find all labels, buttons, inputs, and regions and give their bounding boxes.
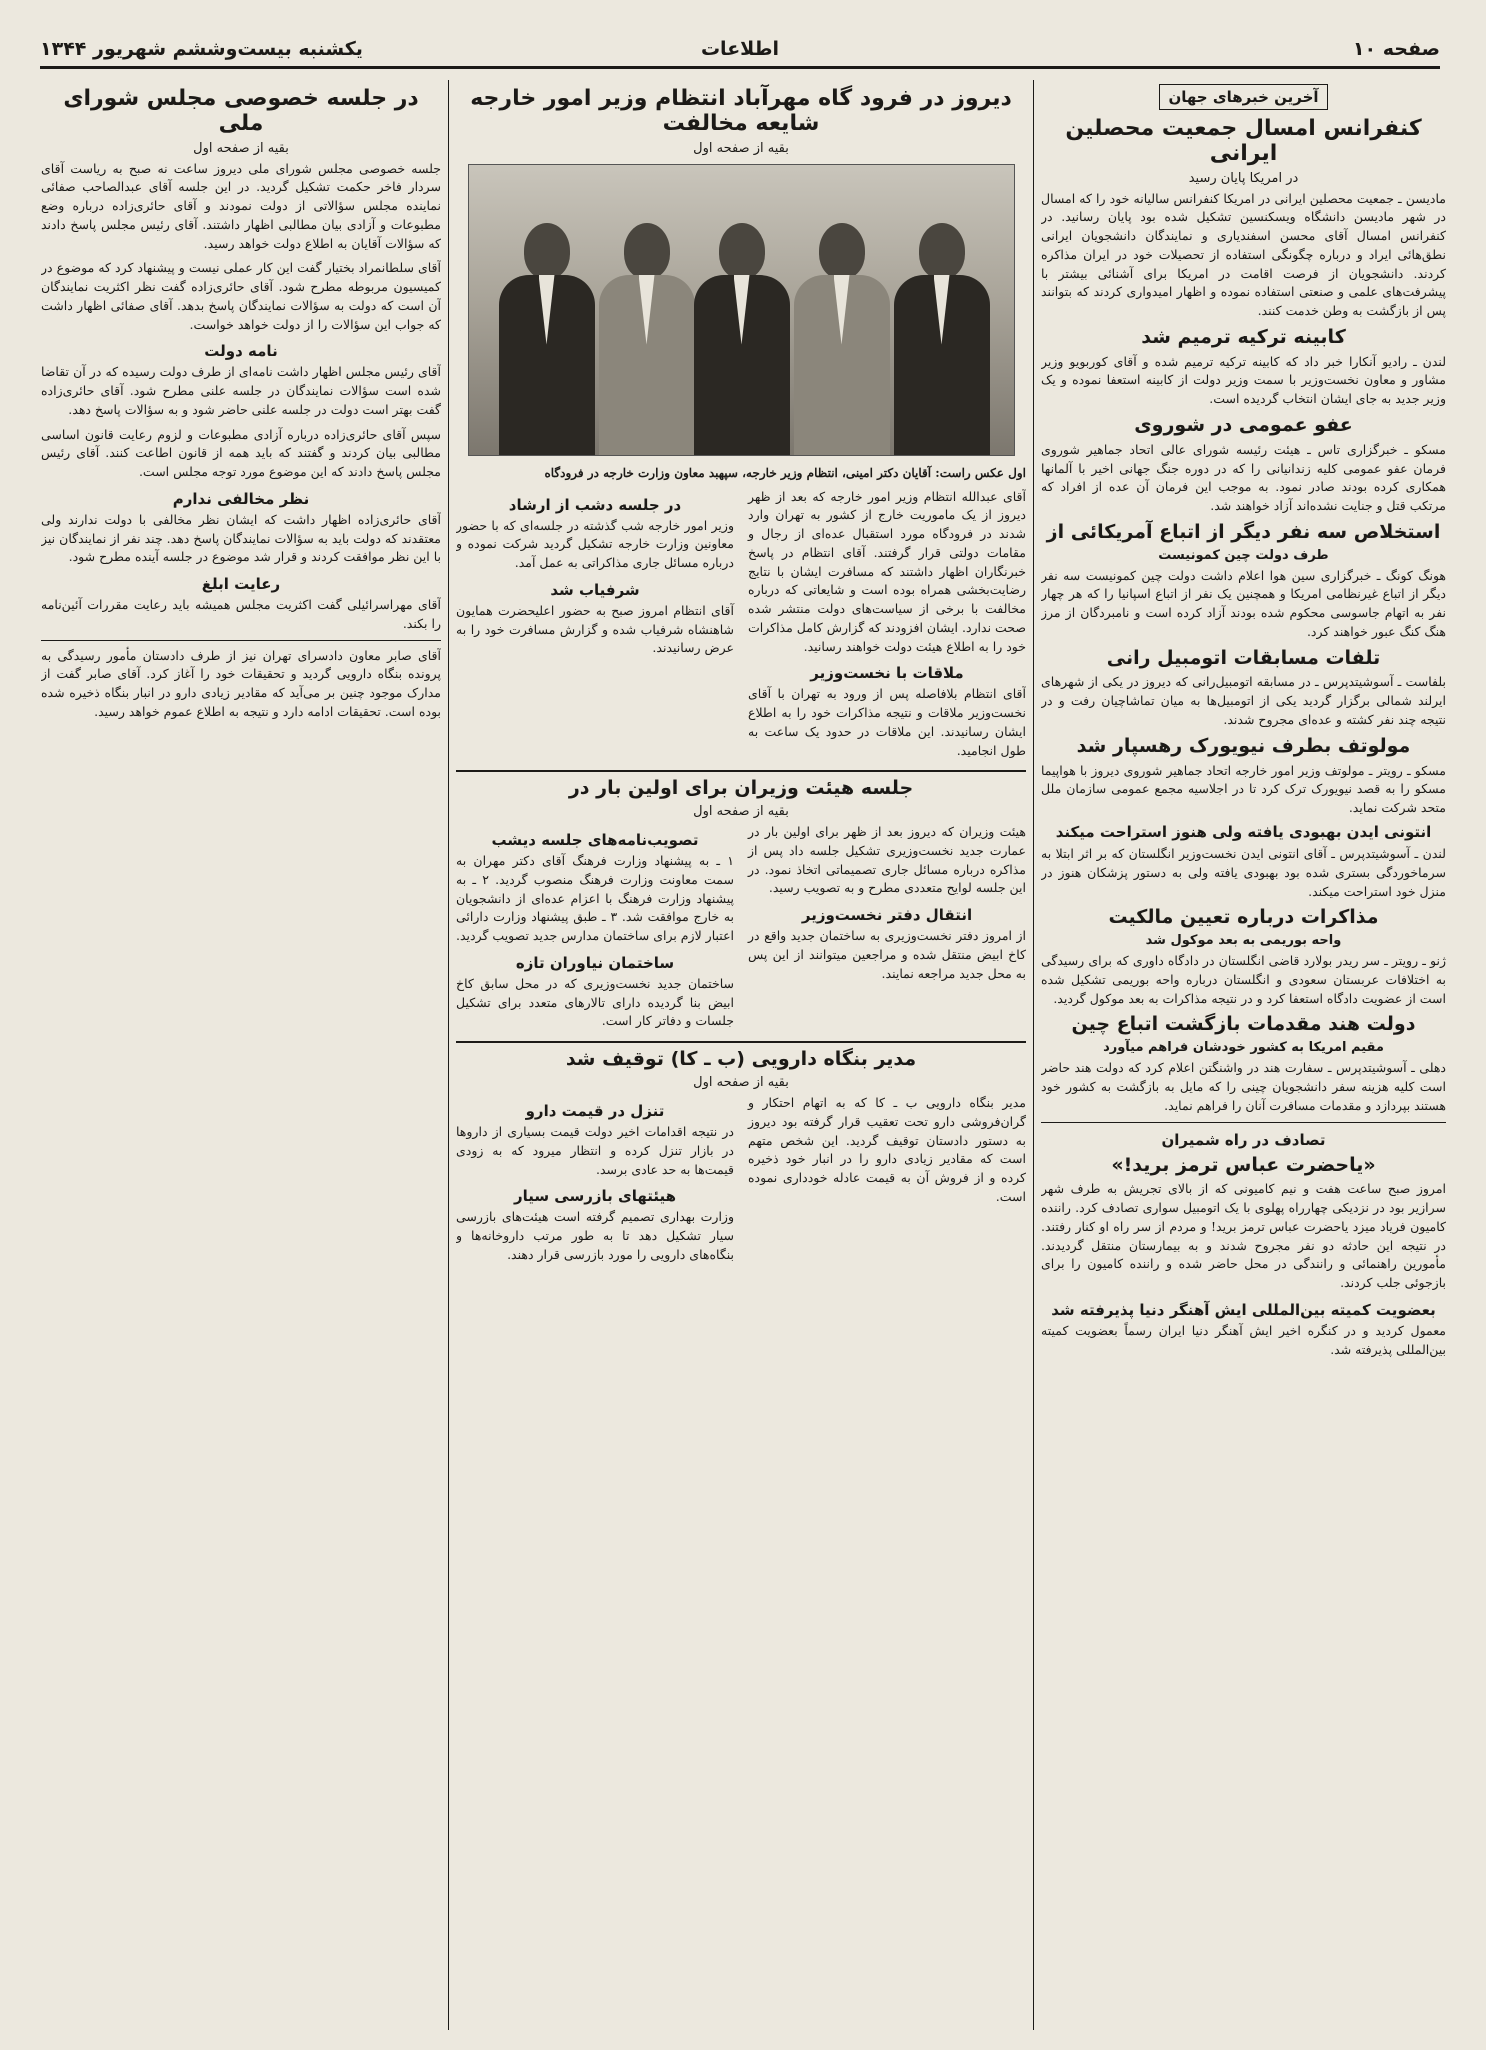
article-body: لندن ـ رادیو آنکارا خبر داد که کابینه ترکیه ترمیم شده و آقای کوربویو وزیر مشاور و معاون نخست‌وزیر با سمت وزیر دولت از کابینه استعفا نموده و یک وزیر جدید به جای ایشان انتخاب گردیده است. [1041,353,1446,407]
subhead-inspection: هیئتهای بازرسی سیار [513,1187,677,1206]
page-number: صفحه ۱۰ [1352,38,1440,60]
headline-pharma-arrest: مدیر بنگاه دارویی (ب ـ کا) توقیف شد [565,1048,917,1071]
continued-note: بقیه از صفحه اول [693,1075,789,1091]
headline-soviet-amnesty: عفو عمومی در شوروی [1134,413,1353,436]
world-news-column [1041,80,1446,2030]
subhead-approvals: تصویب‌نامه‌های جلسه دیشب [491,831,699,850]
subhead: طرف دولت چین کمونیست [1158,547,1329,563]
news-photo [468,164,1015,456]
article-body: جلسه خصوصی مجلس شورای ملی دیروز ساعت نه صبح به ریاست آقای سردار فاخر حکمت تشکیل گردید. در این جلسه آقای عبدالصاحب صفائی نماینده مجلس سؤالاتی از دولت نمودند و آقای حائری‌زاده درباره وضع مطبوعات و آزادی بیان مطالبی اظهار داشتند. آقای رئیس مجلس پاسخ دادند که سؤالات آقایان به اطلاع دولت خواهد رسید. [41,160,441,251]
article-body: آقای انتظام امروز صبح به حضور اعلیحضرت همایون شاهنشاه شرفیاب شده و گزارش مسافرت خود را به عرض رسانیدند. [456,602,734,656]
photo-figure [499,223,595,455]
photo-figure [694,223,790,455]
article-body: ساختمان جدید نخست‌وزیری که در محل سابق کاخ ابیض بنا گردیده دارای تالارهای متعدد برای تشکیل جلسات و دفاتر کار است. [456,975,734,1029]
article-body: امروز صبح ساعت هفت و نیم کامیونی که از بالای تجریش به طرف شهر سرازیر بود در نزدیکی چهارراه پهلوی با یک اتومبیل سواری تصادف کرد. راننده کامیون فریاد میزد یاحضرت عباس ترمز برید! و مردم از سر راه او کنار رفتند. در نتیجه این حادثه دو نفر مجروح شدند و به بیمارستان منتقل گردیدند. مأمورین راهنمائی و رانندگی در محل حاضر شده و راننده کامیون را برای بازجوئی جلب کردند. [1041,1181,1446,1291]
accident-title: تصادف در راه شمیران [1161,1130,1326,1149]
world-news-box-title: آخرین خبرهای جهان [1159,84,1327,110]
article-body: سپس آقای حائری‌زاده درباره آزادی مطبوعات و لزوم رعایت قانون اساسی مطالبی بیان کردند و گفتند که باید همه از قانون اطاعت کنند. آقای رئیس مجلس پاسخ دادند که این موضوع مورد توجه مجلس است. [41,426,441,480]
photo-caption: اول عکس راست: آقایان دکتر امینی، انتظام وزیر خارجه، سپهبد معاون وزارت خارجه در فرودگاه [544,465,1026,480]
article-body: آقای صابر معاون دادسرای تهران نیز از طرف دادستان مأمور رسیدگی به پرونده بنگاه دارویی گردید و تحقیقات خود را آغاز کرد. آقای صابر گفت از مدارک موجود چنین بر می‌آید که مقادیر زیادی دارو در انبار بنگاه ذخیره شده بوده است. تحقیقات ادامه دارد و نتیجه به اطلاع عموم خواهد رسید. [41,647,441,719]
subhead: مقیم امریکا به کشور خودشان فراهم میآورد [1103,1040,1384,1056]
subhead-building: ساختمان نیاوران تازه [515,953,675,972]
column-rule [448,80,449,2030]
main-headline: دیروز در فرود گاه مهرآباد انتظام وزیر امور خارجه شایعه مخالفت [470,86,1012,137]
article-body: مدیر بنگاه دارویی ب ـ کا که به اتهام احتکار و گران‌فروشی دارو تحت تعقیب قرار گرفته بود دیروز به دستور دادستان توقیف گردید. این شخص متهم است که مقادیر زیادی دارو را در انبار خود ذخیره کرده و از فروش آن به قیمت عادله خودداری نموده است. [748,1095,1026,1204]
article-body: از امروز دفتر نخست‌وزیری به ساختمان جدید واقع در کاخ ابیض منتقل شده و مراجعین میتوانند از این پس به محل جدید مراجعه نمایند. [748,928,1026,981]
paper-name: اطلاعات [700,38,780,60]
article-body: مسکو ـ رویتر ـ مولوتف وزیر امور خارجه اتحاد جماهیر شوروی دیروز با هواپیما مسکو را به قصد نیویورک ترک کرد تا در اجلاسیه مجمع عمومی سازمان ملل متحد شرکت نماید. [1041,762,1446,816]
article-body: مسکو ـ خبرگزاری تاس ـ هیئت رئیسه شورای عالی اتحاد جماهیر شوروی فرمان عفو عمومی کلیه زندانیانی را که در دوره جنگ جهانی اخیر با آلمانها همکاری کرده بودند صادر نمود. به موجب این فرمان آن عده از افراد که مرتکب قتل و جنایت نشده‌اند آزاد خواهند شد. [1041,441,1446,514]
continued-note: بقیه از صفحه اول [693,140,789,156]
article-body: ۱ ـ به پیشنهاد وزارت فرهنگ آقای دکتر مهران به سمت معاونت وزارت فرهنگ منصوب گردید. ۲ ـ به پیشنهاد وزارت فرهنگ با اعزام عده‌ای از دانشجویان به خارج موافقت شد. ۳ ـ طبق پیشنهاد وزارت دارائی اعتبار لازم برای ساختمان مدارس جدید تصویب گردید. [456,853,735,944]
headline-car-race: تلفات مسابقات اتومبیل رانی [1106,646,1381,669]
masthead [40,32,1440,69]
headline-parliament: در جلسه خصوصی مجلس شورای ملی [63,86,419,137]
main-story-column [456,80,1026,2030]
article-body: آقای سلطانمراد بختیار گفت این کار عملی نیست و پیشنهاد کرد که موضوع در کمیسیون مربوطه مطرح شود. آقای حائری‌زاده گفت نظر اکثریت نمایندگان آن است که دولت به سؤالات نمایندگان پاسخ بدهد. آقای صفائی اظهار داشت که جواب این سؤالات را از دولت خواهد خواست. [41,260,441,332]
headline-eden: انتونی ایدن بهبودی یافته ولی هنوز استراحت میکند [1055,822,1432,841]
continued-note: بقیه از صفحه اول [693,804,789,820]
headline-buraimi: مذاکرات درباره تعیین مالکیت [1108,906,1379,929]
headline-turkey-cabinet: کابینه ترکیه ترمیم شد [1141,325,1346,348]
subhead: در امریکا پایان رسید [1188,170,1299,186]
subhead: واحه بوریمی به بعد موکول شد [1145,933,1342,949]
article-body: آقای انتظام بلافاصله پس از ورود به تهران با آقای نخست‌وزیر ملاقات و نتیجه مذاکرات خود را به اطلاع ایشان رسانیدند. این ملاقات در حدود یک ساعت به طول انجامید. [748,686,1026,758]
column-rule [1033,80,1034,2030]
article-body: وزیر امور خارجه شب گذشته در جلسه‌ای که با حضور معاونین وزارت خارجه تشکیل گردید شرکت نموده و درباره مسائل جاری مذاکراتی به عمل آمد. [456,517,734,571]
article-body: ژنو ـ رویتر ـ سر ریدر بولارد قاضی انگلستان در دادگاه داوری که برای رسیدگی به اختلافات عربستان سعودی و انگلستان درباره واحه بوریمی تشکیل شده است از عضویت دادگاه استعفا کرد و در نتیجه مذاکرات به بعد موکول گردید. [1041,953,1446,1006]
continued-note: بقیه از صفحه اول [193,140,289,156]
headline-cabinet-session: جلسه هیئت وزیران برای اولین بار در [568,777,914,800]
subhead-government-letter: نامه دولت [204,342,278,361]
subhead-office: انتقال دفتر نخست‌وزیر [801,906,973,925]
subhead-session: در جلسه دشب از ارشاد [508,495,682,514]
subhead-no-objection: نظر مخالفی ندارم [172,489,310,508]
article-body: آقای حائری‌زاده اظهار داشت که ایشان نظر مخالفی با دولت ندارند ولی معتقدند که دولت باید به سؤالات نمایندگان پاسخ دهد. چند نفر از نمایندگان نیز با این نظر موافقت کردند و قرار شد موضوع در جلسه آینده مطرح شود. [41,511,441,565]
headline-molotov: مولوتف بطرف نیویورک رهسپار شد [1076,734,1411,757]
article-body: معمول کردید و در کنگره اخیر ایش آهنگر دنیا ایران رسماً بعضویت کمیته بین‌المللی پذیرفته شد. [1041,1322,1446,1357]
article-body: بلفاست ـ آسوشیتدپرس ـ در مسابقه اتومبیل‌رانی که دیروز در یکی از شهرهای ایرلند شمالی برگزار گردید یکی از اتومبیل‌ها به میان تماشاچیان رفت و در نتیجه چند نفر کشته و عده‌ای مجروح شدند. [1041,674,1446,727]
issue-date: یکشنبه بیست‌وششم شهریور ۱۳۴۴ [40,38,363,60]
photo-figure [894,223,990,455]
headline-india-chinese: دولت هند مقدمات بازگشت اتباع چین [1071,1013,1416,1036]
subhead-rules: رعایت ابلغ [201,575,281,594]
subhead-price: تنزل در قیمت دارو [525,1102,665,1121]
headline-student-conference: کنفرانس امسال جمعیت محصلین ایرانی [1065,116,1422,167]
headline-americans-released: استخلاص سه نفر دیگر از اتباع آمریکائی از [1046,520,1441,543]
photo-figure [794,223,890,455]
article-body: دهلی ـ آسوشیتدپرس ـ سفارت هند در واشنگتن اعلام کرد که دولت هند حاضر است کلیه هزینه سفر دانشجویان چینی را که مایل به بازگشت به کشور خود هستند بپردازد و مقدمات مسافرت آنان را فراهم نماید. [1041,1060,1446,1113]
article-body: آقای مهراسرائیلی گفت اکثریت مجلس همیشه باید رعایت مقررات آئین‌نامه را بکند. [41,597,441,631]
subhead-audience: شرفیاب شد [550,580,640,599]
article-body: هیئت وزیران که دیروز بعد از ظهر برای اولین بار در عمارت جدید نخست‌وزیری تشکیل جلسه داد پس از مذاکره درباره مسائل جاری تصمیماتی اتخاذ نمود. در این جلسه لوایح متعددی مطرح و به تصویب رسید. [748,824,1026,896]
headline-blacksmith: بعضویت کمیته بین‌المللی ایش آهنگر دنیا پذیرفته شد [1051,1300,1436,1319]
photo-figure [599,223,695,455]
article-body: لندن ـ آسوشیتدپرس ـ آقای انتونی ایدن نخست‌وزیر انگلستان که بر اثر ابتلا به سرماخوردگی بستری شده بود بهبودی یافته ولی به دستور پزشکان هنوز در منزل خود استراحت میکند. [1041,846,1446,899]
article-body: وزارت بهداری تصمیم گرفته است هیئت‌های بازرسی سیار تشکیل دهد تا به طور مرتب داروخانه‌ها و بنگاه‌های دارویی را مورد بازرسی قرار دهند. [456,1209,734,1262]
article-body: آقای عبدالله انتظام وزیر امور خارجه که بعد از ظهر دیروز از یک ماموریت خارج از کشور به تهران وارد شدند در فرودگاه مورد استقبال عده‌ای از رجال و مقامات دولتی قرار گرفتند. آقای انتظام در پاسخ خبرنگاران اظهار داشتند که مسافرت ایشان با نتایج رضایت‌بخشی همراه بوده است و شایعاتی که درباره مخالفت با برخی از سیاست‌های دولت منتشر شده صحت ندارد. ایشان افزودند که گزارش کامل مذاکرات خود را به اطلاع هیئت دولت خواهند رسانید. [748,488,1026,654]
parliament-column [41,80,441,2030]
subhead-meeting: ملاقات با نخست‌وزیر [810,664,964,683]
accident-quote: «یاحضرت عباس ترمز برید!» [1111,1153,1376,1176]
article-body: آقای رئیس مجلس اظهار داشت نامه‌ای از طرف دولت رسیده که در آن تقاضا شده است سؤالات نمایندگان در جلسه علنی مطرح شود. آقای حائری‌زاده گفت بهتر است دولت در جلسه علنی حاضر شود و به سؤالات پاسخ دهد. [41,364,441,417]
article-body: مادیسن ـ جمعیت محصلین ایرانی در امریکا کنفرانس سالیانه خود را که امسال در شهر مادیسن دانشگاه ویسکنسین تشکیل شده بود پایان رسانید. در کنفرانس امسال آقای محسن اسفندیاری و نمایندگان دانشجویان ایرانی نطق‌هائی ایراد و درباره چگونگی استفاده از تحصیلات خود در ایران مذاکره کردند. دانشجویان از فرصت اقامت در امریکا برای آشنائی بیشتر با پیشرفت‌های علمی و صنعتی استفاده نموده و اظهار امیدواری کردند که بتوانند پس از بازگشت به وطن خدمت کنند. [1041,190,1446,319]
article-body: در نتیجه اقدامات اخیر دولت قیمت بسیاری از داروها در بازار تنزل کرده و انتظار میرود که به زودی قیمت‌ها به حد عادی برسد. [456,1124,734,1177]
article-body: هونگ کونگ ـ خبرگزاری سین هوا اعلام داشت دولت چین کمونیست سه نفر دیگر از اتباع غیرنظامی امریکا و همچنین یک نفر از اتباع اسپانیا را که هر چهار نفر به اتهام جاسوسی محکوم شده بودند آزاد کرده است و نامبردگان از مرز هنگ کنگ عبور خواهند کرد. [1041,567,1446,639]
